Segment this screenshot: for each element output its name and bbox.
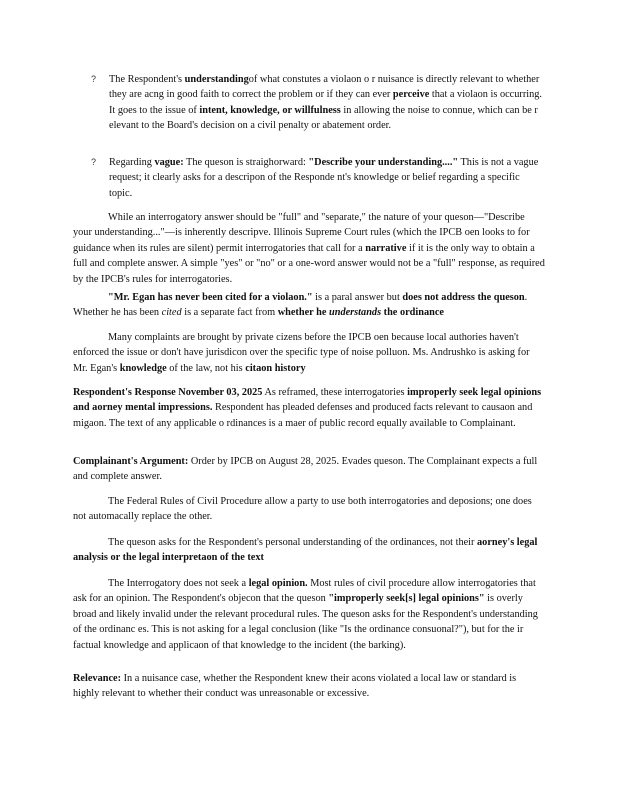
paragraph-complainant-argument	[73, 454, 545, 485]
emphasis: aorney's legal analysis or the legal interpretaon of the text	[73, 537, 538, 564]
paragraph-narrative	[73, 210, 545, 287]
emphasis: "Describe your understanding...."	[308, 157, 459, 168]
italic-text: cited	[161, 307, 182, 319]
emphasis: "improperly seek[s] legal opinions"	[328, 593, 485, 605]
text: The queson asks for the Respondent's personal understanding of the ordinances, not their	[108, 537, 478, 548]
paragraph-egan-citation	[73, 290, 545, 321]
text: Most rules of civil procedure allow interrogatories that ask for an opinion. The Respondent's objecon that the queson	[73, 578, 536, 605]
text: Regarding	[109, 157, 155, 168]
text: is a separate fact from	[181, 307, 278, 319]
text: if it is the only way to obtain a full and complete answer. A simple "yes" or "no" or a one-word answer would not be a "full" response, as required by the IPCB's rules for interrogatories.	[73, 242, 545, 285]
text: Order by IPCB on August 28, 2025. Evades queson. The Complainant expects a full and complete answer.	[73, 456, 538, 483]
text: Many complaints are brought by private cizens before the IPCB oen because local authories haven't enforced the issue or don't have jurisdicon over the specific type of noise polluon. Ms. Andrushko is asking for Mr. Egan's	[73, 332, 530, 374]
emphasis: narrative	[365, 242, 407, 254]
emphasis: understanding	[184, 74, 249, 85]
text: of the law, not his	[166, 362, 246, 374]
paragraph-private-complaints	[73, 330, 545, 376]
emphasis: intent, knowledge, or willfulness	[199, 104, 341, 116]
text: is overly broad and likely invalid under the relevant procedural rules. The queson asks for the Respondent's understanding of the ordinanc es. This is not asking for a legal conclusion (like "Is the ordinance consuonal?"), but for the ir factual knowledge and applicaon of that knowledge to the incident (the barking).	[73, 593, 538, 651]
text: . Whether he has been	[73, 292, 528, 319]
text: The Interrogatory does not seek a	[108, 578, 249, 589]
emphasis: whether he	[277, 307, 329, 319]
bullet-vague	[91, 155, 545, 201]
text: The Respondent's	[109, 74, 185, 85]
text: of what constutes a violaon o r nuisance is directly relevant to whether they are acng in good faith to correct the problem or if they can ever	[109, 74, 540, 101]
paragraph-legal-opinion	[73, 576, 545, 653]
text: In a nuisance case, whether the Respondent knew their acons violated a local law or standard is highly relevant to whether their conduct was unreasonable or excessive.	[73, 673, 517, 700]
text: This is not a vague request; it clearly asks for a descripon of the Responde nt's knowledge or belief regarding a specific topic.	[109, 157, 539, 199]
text: The Federal Rules of Civil Procedure allow a party to use both interrogatories and deposions; one does not automacally replace the other.	[73, 496, 532, 523]
italic-text: understands	[329, 307, 382, 319]
text: Respondent has pleaded defenses and produced facts relevant to causaon and migaon. The text of any applicable o rdinances is a maer of public record equally available to Complainant.	[73, 402, 533, 429]
emphasis: citaon history	[245, 362, 306, 374]
text: While an interrogatory answer should be "full" and "separate," the nature of your queson—"Describe your understanding..."—is inherently descripve. Illinois Supreme Court rules (which the IPCB oen looks to for guidance when its rules are silent) permit interrogatories that call for a	[73, 212, 530, 254]
bullet-understanding	[91, 72, 545, 134]
text: As reframed, these interrogatories	[262, 387, 408, 398]
paragraph-relevance	[73, 671, 545, 702]
text: in allowing the noise to connue, which can be r elevant to the Board's decision on a civil penalty or abatement order.	[109, 104, 538, 132]
emphasis: knowledge	[119, 362, 167, 374]
emphasis: "Mr. Egan has never been cited for a violaon."	[108, 292, 313, 303]
text: that a violaon is occurring. It goes to the issue of	[109, 89, 542, 116]
paragraph-federal-rules	[73, 494, 545, 525]
emphasis: improperly seek legal opinions and aorney mental impressions.	[73, 387, 542, 414]
text: is a paral answer but	[312, 292, 403, 303]
section-heading: Relevance:	[73, 673, 122, 684]
emphasis: the ordinance	[381, 307, 445, 319]
paragraph-respondent-response	[73, 385, 545, 431]
emphasis: vague:	[154, 157, 184, 168]
bullet-marker: ?	[91, 157, 97, 167]
emphasis: legal opinion.	[248, 578, 308, 589]
section-heading: Respondent's Response November 03, 2025	[73, 387, 263, 398]
emphasis: does not address the queson	[402, 292, 525, 303]
bullet-marker: ?	[91, 74, 97, 84]
text: The queson is straighorward:	[183, 157, 309, 168]
section-heading: Complainant's Argument:	[73, 456, 189, 467]
paragraph-personal-understanding	[73, 535, 545, 566]
emphasis: perceive	[392, 89, 430, 101]
